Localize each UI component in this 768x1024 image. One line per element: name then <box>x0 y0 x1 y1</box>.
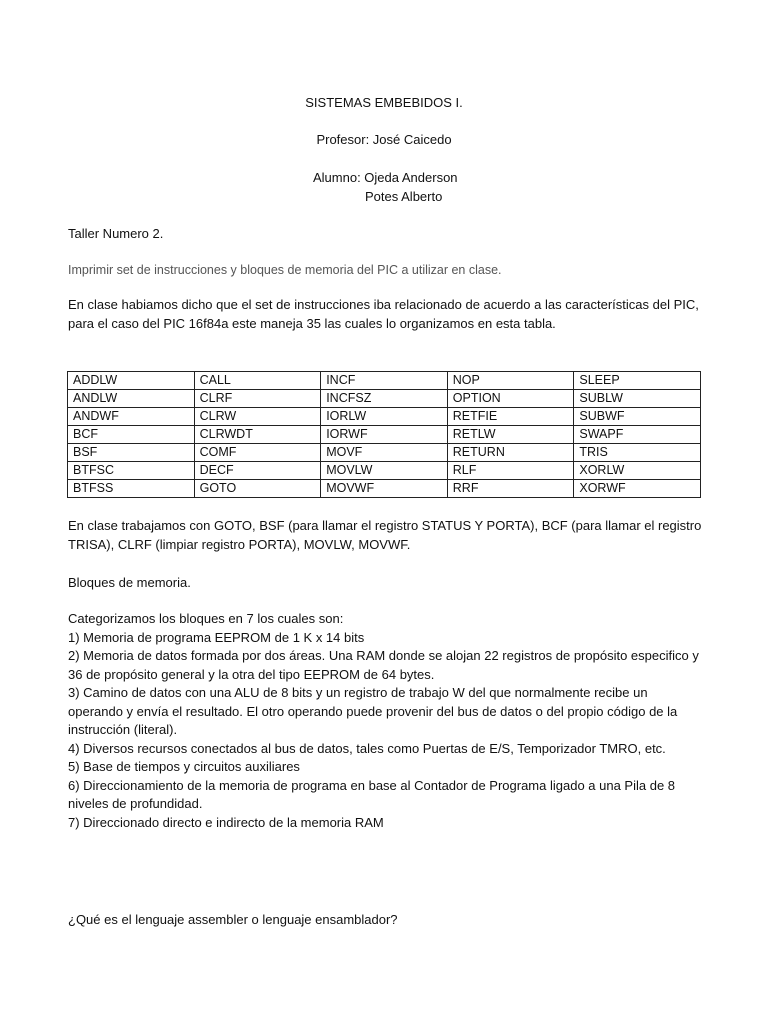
table-cell: CLRWDT <box>194 426 321 444</box>
intro-paragraph: En clase habiamos dicho que el set de instrucciones iba relacionado de acuerdo a las características del PIC, para el caso del PIC 16f84a este maneja 35 las cuales lo organizamos en esta tabla. <box>68 297 699 331</box>
memory-intro: Categorizamos los bloques en 7 los cuales son: <box>68 611 344 626</box>
student-line-1: Alumno: Ojeda Anderson <box>313 170 458 185</box>
table-cell: OPTION <box>447 390 574 408</box>
list-item: 1) Memoria de programa EEPROM de 1 K x 14 bits <box>68 629 365 645</box>
table-cell: NOP <box>447 372 574 390</box>
instruction-table <box>67 371 701 498</box>
table-cell: MOVLW <box>321 462 448 480</box>
list-item: 7) Direccionado directo e indirecto de la memoria RAM <box>68 814 384 830</box>
table-cell: INCF <box>321 372 448 390</box>
task-text: Imprimir set de instrucciones y bloques de memoria del PIC a utilizar en clase. <box>68 263 502 277</box>
course-title: SISTEMAS EMBEBIDOS I. <box>305 95 463 110</box>
table-cell: RETURN <box>447 444 574 462</box>
professor-line: Profesor: José Caicedo <box>316 132 452 147</box>
table-cell: MOVWF <box>321 480 448 498</box>
list-item: 6) Direccionamiento de la memoria de programa en base al Contador de Programa ligado a una Pila de 8 niveles de profundidad. <box>68 777 676 811</box>
table-row <box>68 444 701 462</box>
table-cell: ANDWF <box>68 408 195 426</box>
list-item: 3) Camino de datos con una ALU de 8 bits y un registro de trabajo W del que normalmente recibe un operando y envía el resultado. El otro operando puede provenir del bus de datos o del propio código de la instrucción (literal). <box>68 685 678 737</box>
list-item: 5) Base de tiempos y circuitos auxiliares <box>68 759 300 774</box>
student-line-2: Potes Alberto <box>365 189 443 204</box>
table-cell: BTFSS <box>68 480 195 498</box>
table-cell: TRIS <box>574 444 701 462</box>
table-cell: SUBLW <box>574 390 701 408</box>
table-cell: XORWF <box>574 480 701 498</box>
taller-heading: Taller Numero 2. <box>68 226 164 241</box>
table-cell: RLF <box>447 462 574 480</box>
table-cell: ADDLW <box>68 372 195 390</box>
table-cell: COMF <box>194 444 321 462</box>
memory-block-list <box>68 629 704 833</box>
table-cell: RETLW <box>447 426 574 444</box>
table-cell: DECF <box>194 462 321 480</box>
list-item: 2) Memoria de datos formada por dos áreas. Una RAM donde se alojan 22 registros de propósito especifico y 36 de propósito general y la otra del tipo EEPROM de 64 bytes. <box>68 648 699 682</box>
table-cell: BCF <box>68 426 195 444</box>
table-cell: MOVF <box>321 444 448 462</box>
class-work-paragraph: En clase trabajamos con GOTO, BSF (para llamar el registro STATUS Y PORTA), BCF (para llamar el registro TRISA), CLRF (limpiar registro PORTA), MOVLW, MOVWF. <box>68 518 702 552</box>
table-cell: SLEEP <box>574 372 701 390</box>
table-cell: CALL <box>194 372 321 390</box>
table-cell: ANDLW <box>68 390 195 408</box>
table-row <box>68 480 701 498</box>
table-cell: IORLW <box>321 408 448 426</box>
table-row <box>68 426 701 444</box>
table-cell: RRF <box>447 480 574 498</box>
table-cell: SUBWF <box>574 408 701 426</box>
table-cell: GOTO <box>194 480 321 498</box>
table-cell: IORWF <box>321 426 448 444</box>
table-cell: CLRW <box>194 408 321 426</box>
table-row <box>68 462 701 480</box>
table-cell: BSF <box>68 444 195 462</box>
memory-heading: Bloques de memoria. <box>68 575 191 590</box>
table-cell: CLRF <box>194 390 321 408</box>
assembler-question: ¿Qué es el lenguaje assembler o lenguaje ensamblador? <box>68 912 398 927</box>
table-row <box>68 372 701 390</box>
table-row <box>68 390 701 408</box>
table-cell: SWAPF <box>574 426 701 444</box>
memory-section <box>68 610 704 832</box>
table-cell: RETFIE <box>447 408 574 426</box>
table-cell: INCFSZ <box>321 390 448 408</box>
table-row <box>68 408 701 426</box>
table-cell: XORLW <box>574 462 701 480</box>
table-cell: BTFSC <box>68 462 195 480</box>
list-item: 4) Diversos recursos conectados al bus de datos, tales como Puertas de E/S, Temporizador TMRO, etc. <box>68 740 666 756</box>
